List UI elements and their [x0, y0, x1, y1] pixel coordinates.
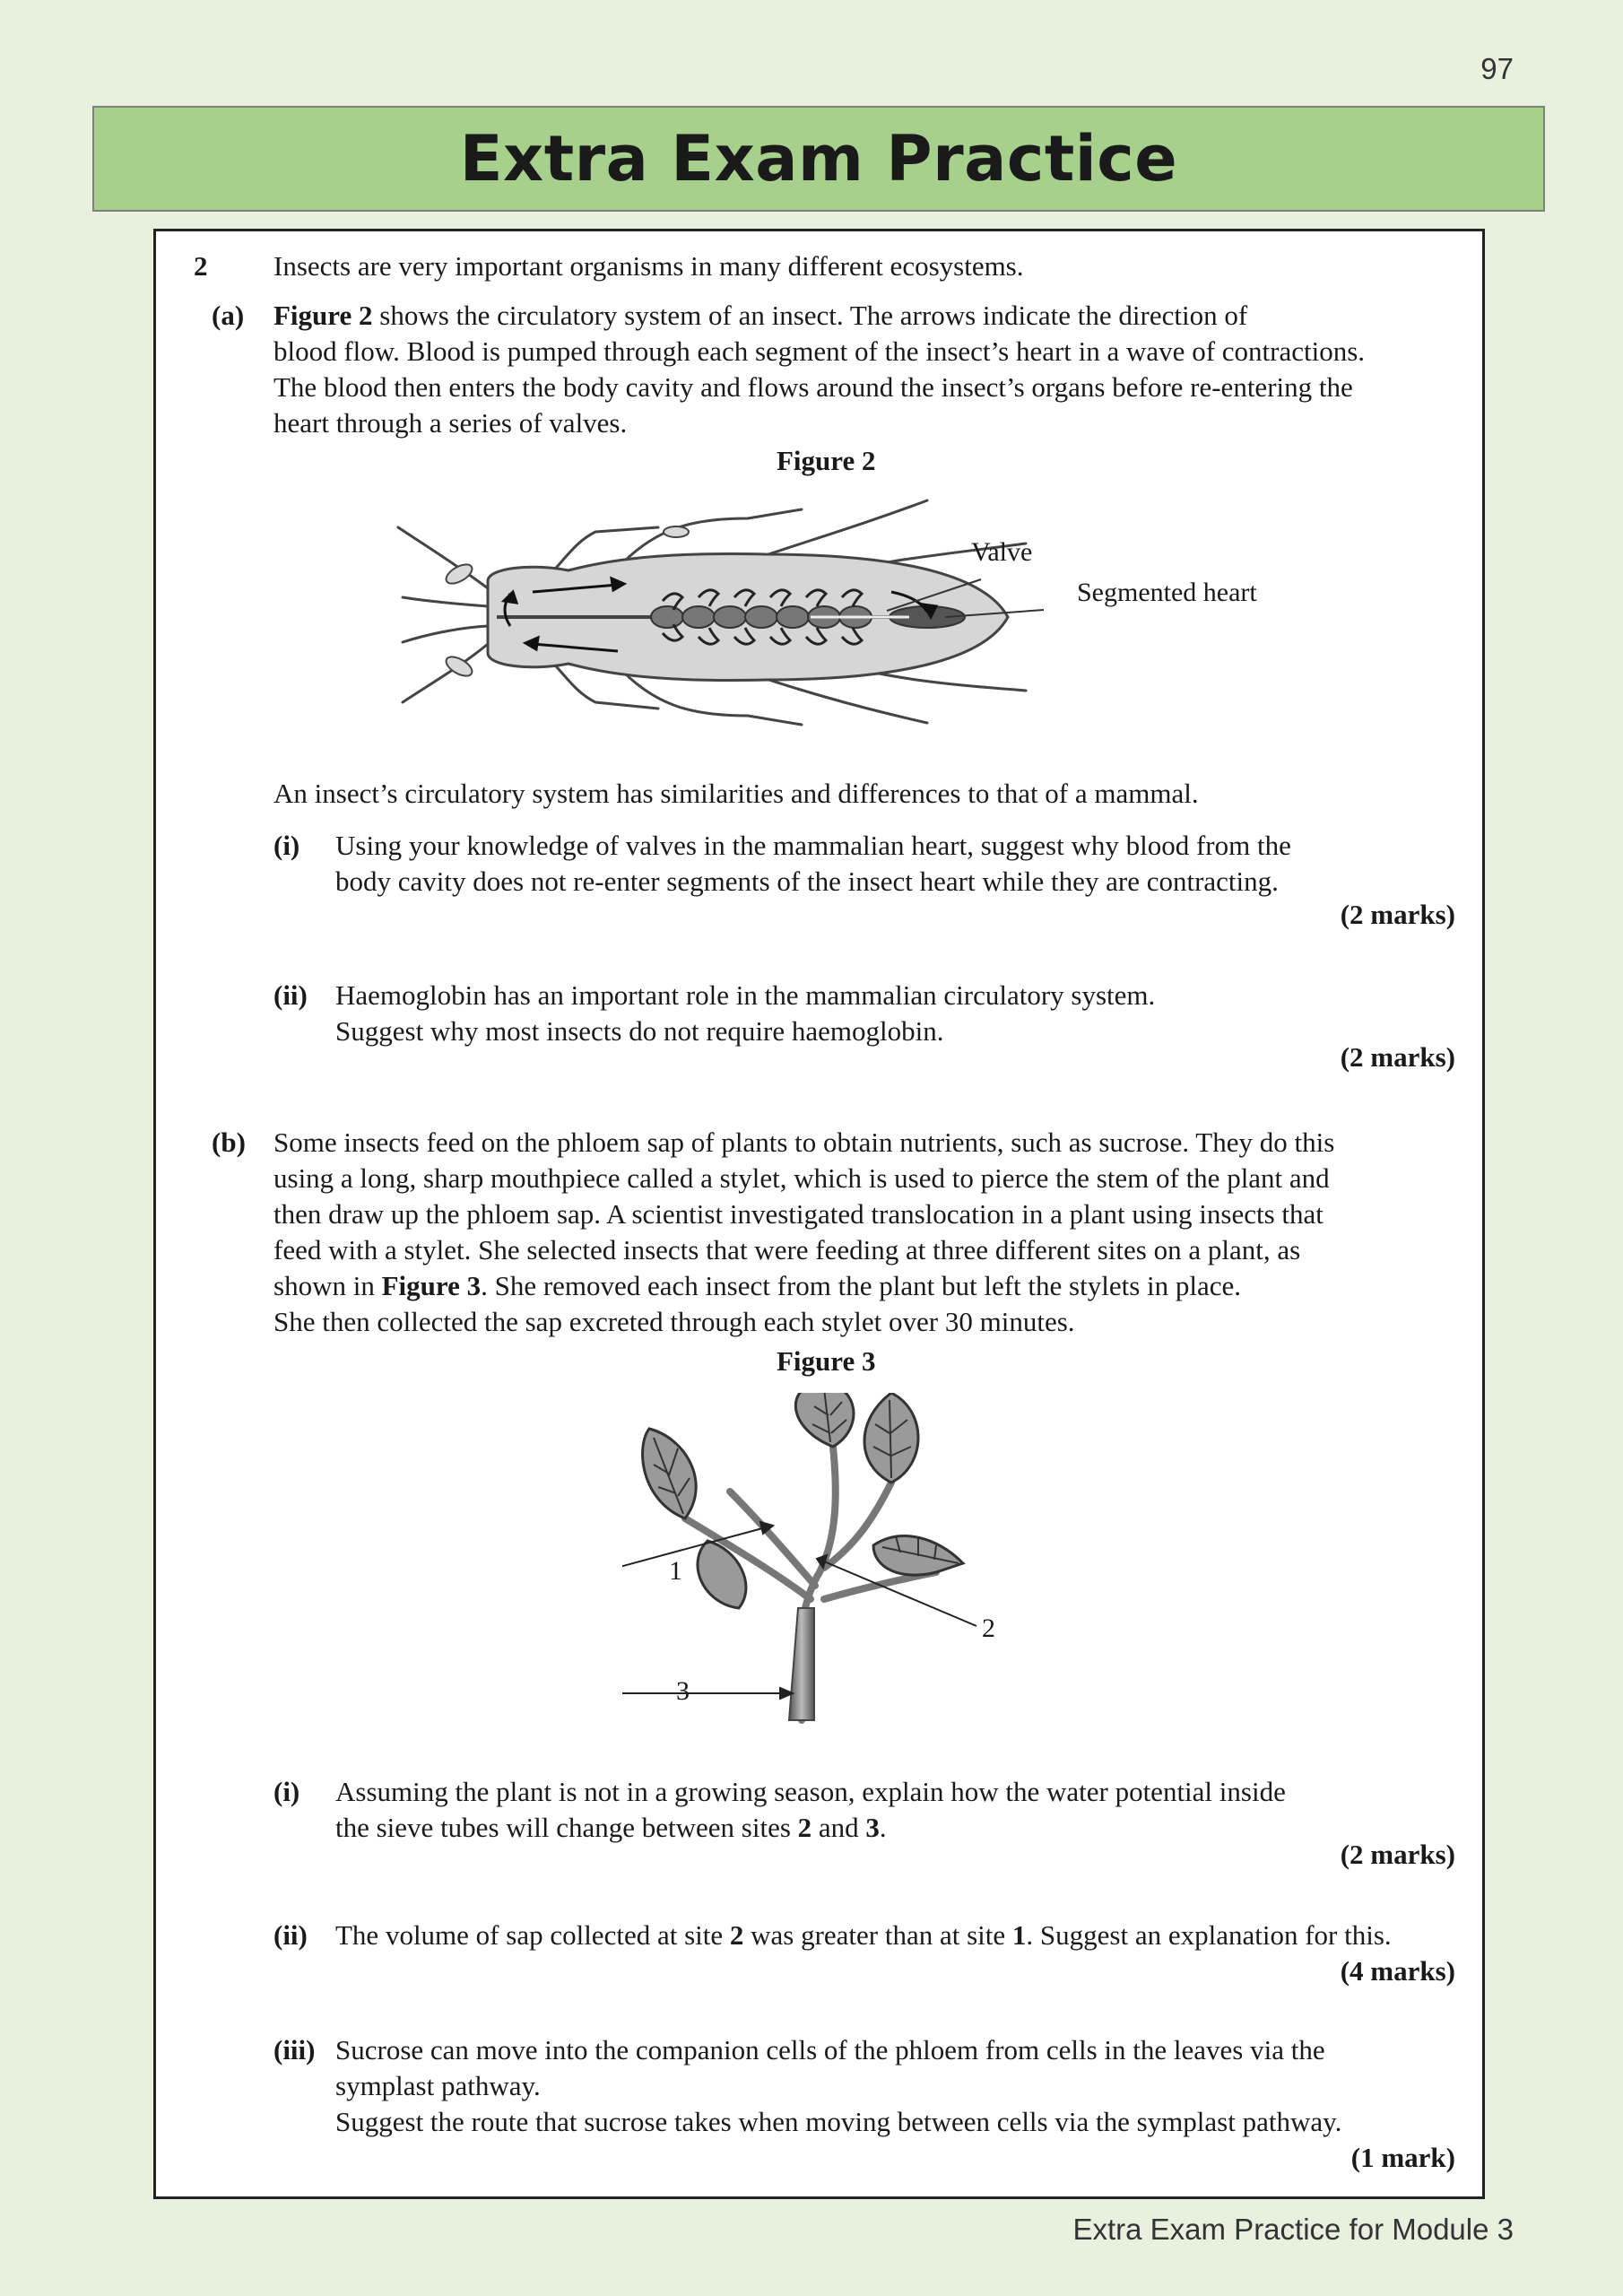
part-b-ii-text: The volume of sap collected at site 2 was greater than at site 1. Suggest an explanation for this.: [335, 1919, 1392, 1951]
part-a-line-3: The blood then enters the body cavity and flows around the insect’s organs before re-entering the: [273, 371, 1353, 403]
part-a-i-line-2: body cavity does not re-enter segments of the insect heart while they are contracting.: [335, 865, 1279, 897]
part-b-line-4: feed with a stylet. She selected insects that were feeding at three different sites on a plant, as: [273, 1234, 1301, 1265]
part-a-ii-line-2: Suggest why most insects do not require haemoglobin.: [335, 1015, 944, 1047]
part-b-ii-label: (ii): [273, 1919, 308, 1951]
part-a-label: (a): [212, 300, 245, 331]
site-3-label: 3: [676, 1676, 690, 1706]
figure-3-title: Figure 3: [777, 1345, 876, 1377]
part-b-i-marks: (2 marks): [1340, 1839, 1455, 1870]
part-a-line-4: heart through a series of valves.: [273, 407, 628, 439]
part-b-line-3: then draw up the phloem sap. A scientist investigated translocation in a plant using insects that: [273, 1198, 1324, 1230]
page-number: 97: [1480, 52, 1514, 85]
part-b-ii-marks: (4 marks): [1340, 1955, 1455, 1987]
part-a-i-marks: (2 marks): [1340, 899, 1455, 930]
part-b-iii-line-3: Suggest the route that sucrose takes when moving between cells via the symplast pathway.: [335, 2106, 1342, 2137]
part-b-line-1: Some insects feed on the phloem sap of plants to obtain nutrients, such as sucrose. They do this: [273, 1126, 1335, 1158]
site-1-label: 1: [669, 1556, 682, 1586]
part-a-line-2: blood flow. Blood is pumped through each segment of the insect’s heart in a wave of contractions.: [273, 335, 1366, 367]
valve-label: Valve: [971, 537, 1033, 567]
part-b-i-line-1: Assuming the plant is not in a growing season, explain how the water potential inside: [335, 1776, 1286, 1807]
segmented-heart-label: Segmented heart: [1077, 578, 1257, 607]
part-b-iii-line-2: symplast pathway.: [335, 2070, 541, 2101]
part-a-ii-line-1: Haemoglobin has an important role in the mammalian circulatory system.: [335, 979, 1156, 1011]
part-b-i-line-2: the sieve tubes will change between sites 2 and 3.: [335, 1812, 887, 1843]
part-a-i-line-1: Using your knowledge of valves in the mammalian heart, suggest why blood from the: [335, 830, 1291, 861]
comparison-text: An insect’s circulatory system has similarities and differences to that of a mammal.: [273, 778, 1199, 809]
part-b-line-2: using a long, sharp mouthpiece called a stylet, which is used to pierce the stem of the plant and: [273, 1162, 1330, 1194]
part-a-ii-marks: (2 marks): [1340, 1041, 1455, 1073]
question-box: [153, 229, 1485, 2199]
question-number: 2: [194, 250, 208, 282]
part-b-line-6: She then collected the sap excreted through each stylet over 30 minutes.: [273, 1306, 1075, 1337]
figure-2-ref: Figure 2: [273, 300, 373, 331]
banner-title: Extra Exam Practice: [459, 122, 1178, 196]
question-intro: Insects are very important organisms in many different ecosystems.: [273, 250, 1024, 282]
figure-3-ref: Figure 3: [381, 1270, 482, 1301]
figure-2-title: Figure 2: [777, 445, 876, 476]
part-a-line-1: Figure 2 shows the circulatory system of an insect. The arrows indicate the direction of: [273, 300, 1248, 331]
part-b-iii-line-1: Sucrose can move into the companion cells of the phloem from cells in the leaves via the: [335, 2034, 1325, 2066]
part-b-iii-marks: (1 mark): [1350, 2142, 1455, 2173]
page-banner: [92, 106, 1545, 212]
part-b-i-label: (i): [273, 1776, 300, 1807]
page-footer: Extra Exam Practice for Module 3: [1072, 2213, 1514, 2246]
part-a-i-label: (i): [273, 830, 300, 861]
site-2-label: 2: [982, 1613, 995, 1643]
part-a-ii-label: (ii): [273, 979, 308, 1011]
part-b-label: (b): [212, 1126, 246, 1158]
part-b-line-5: shown in Figure 3. She removed each insect from the plant but left the stylets in place.: [273, 1270, 1242, 1301]
part-b-iii-label: (iii): [273, 2034, 316, 2066]
insect-diagram: [389, 491, 1071, 734]
